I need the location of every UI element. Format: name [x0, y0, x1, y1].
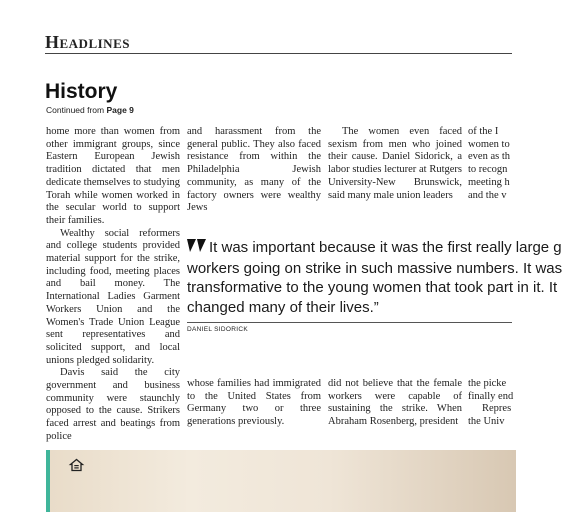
- column-4-top: [468, 126, 528, 202]
- col4-bottom-line: the picke: [468, 378, 507, 389]
- advertisement-photo: [46, 450, 516, 512]
- col2-top-text: and harassment from the general public. They also faced resistance from within the Philadelphia Jewish community, as many of the factory owners were wealthy Jews: [187, 126, 321, 214]
- pull-quote-line-4: changed many of their lives.”: [187, 298, 379, 316]
- col4-bottom-line: finally end: [468, 390, 514, 402]
- pull-quote-rule: [187, 322, 512, 323]
- col4-top-line: and the v: [468, 189, 507, 201]
- continued-prefix: Continued from: [46, 105, 107, 115]
- column-4-bottom: [468, 378, 528, 429]
- col1-paragraph-3: Davis said the city government and business community were staunchly opposed to the cause. Strikers faced arrest and beatings from police: [46, 367, 180, 442]
- column-3-bottom: [328, 378, 462, 429]
- pull-quote-line-3: transformative to the young women that took part in it. It: [187, 279, 558, 296]
- section-header: Headlines: [45, 32, 130, 52]
- continued-line: [46, 105, 134, 115]
- col4-top-line: of the I: [468, 126, 499, 137]
- pull-quote-text: It was important because it was the first really large g: [209, 239, 562, 256]
- column-3-top: [328, 126, 462, 202]
- col4-top-line: even as th: [468, 151, 510, 163]
- col4-bottom-line: Repres: [482, 403, 512, 415]
- column-2-bottom: [187, 378, 321, 429]
- col4-top-line: meeting h: [468, 176, 510, 188]
- pull-quote-attribution: DANIEL SIDORICK: [187, 326, 248, 333]
- pull-quote-line-2: workers going on strike in such massive numbers. It was: [187, 259, 562, 277]
- quote-mark-icon: [187, 239, 207, 259]
- col4-top-line: to recogn: [468, 164, 508, 176]
- col1-paragraph-1: home more than women from other immigrant groups, since Eastern European Jewish tradition dictated that men dedicate themselves to studying Torah while women worked in the secular world to support their families.: [46, 126, 180, 226]
- col1-paragraph-2: Wealthy social reformers and college students provided material support for the strike, including food, meeting places and bail money. The International Ladies Garment Workers Union and the Women's Trade Union League sent representatives and solicited support, and local unions pledged solidarity.: [46, 227, 180, 366]
- column-1: [46, 126, 180, 444]
- col4-top-line: women to: [468, 138, 510, 150]
- section-rule: [45, 53, 512, 54]
- pull-quote: [187, 238, 562, 318]
- pull-quote-line-1: [187, 238, 562, 259]
- column-2-top: [187, 126, 321, 215]
- col3-top-text: The women even faced sexism from men who joined their cause. Daniel Sidorick, a labor studies lecturer at Rutgers University-New Brunswick, said many male union leaders: [328, 126, 462, 201]
- col2-bottom-text: whose families had immigrated to the United States from Germany two or three generations previously.: [187, 378, 321, 428]
- article-title: History: [45, 80, 118, 103]
- continued-page: Page 9: [106, 105, 134, 115]
- equal-housing-icon: [70, 458, 83, 476]
- col4-bottom-line: the Univ: [468, 416, 505, 428]
- col3-bottom-text: did not believe that the female workers were capable of sustaining the strike. When Abraham Rosenberg, president: [328, 378, 462, 428]
